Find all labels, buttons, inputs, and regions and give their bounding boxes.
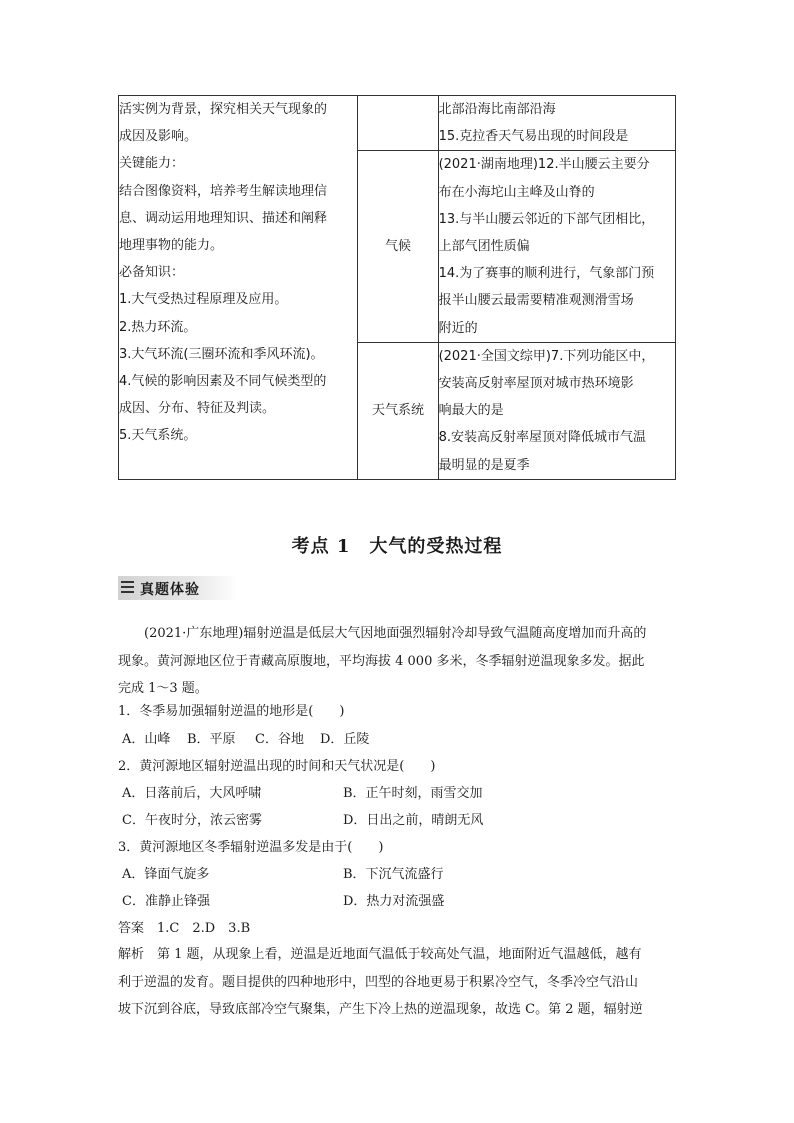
question-line: 北部沿海比南部沿海 [438, 102, 556, 117]
requirements-cell [119, 96, 358, 480]
knowledge-table [118, 95, 676, 480]
question-stem: 1．冬季易加强辐射逆温的地形是( ) [118, 704, 345, 719]
question-line: (2021·湖南地理)12.半山腰云主要分 [438, 157, 650, 173]
option-b: B．正午时刻，雨雪交加 [343, 786, 483, 801]
analysis-line: 利于逆温的发育。题目提供的四种地形中，凹型的谷地更易于积累冷空气，冬季冷空气沿山 [118, 974, 639, 990]
requirement-line: 3.大气环流(三圈环流和季风环流)。 [119, 346, 324, 362]
question-line: 布在小海坨山主峰及山脊的 [438, 184, 595, 200]
analysis-paragraph [118, 941, 676, 1024]
option-d: D．热力对流强盛 [343, 894, 445, 909]
option-c: C．午夜时分，浓云密雾 [122, 813, 262, 828]
question-line: 最明显的是夏季 [438, 457, 530, 473]
section-banner [118, 576, 238, 600]
question-line: 8.安装高反射率屋顶对降低城市气温 [438, 430, 646, 446]
banner-label: 真题体验 [140, 582, 200, 598]
option-a: A．山峰 [122, 732, 171, 747]
requirement-line: 成因及影响。 [119, 129, 198, 145]
option-d: D．日出之前，晴朗无风 [343, 813, 484, 828]
question-stem: 2．黄河源地区辐射逆温出现的时间和天气状况是( ) [118, 759, 436, 774]
list-icon [121, 581, 134, 594]
option-b: B．平原 [187, 732, 236, 747]
intro-paragraph [118, 620, 676, 703]
requirement-line: 2.热力环流。 [119, 319, 197, 335]
question-line: 15.克拉香天气易出现的时间段是 [438, 129, 629, 145]
requirement-line: 必备知识： [119, 265, 185, 281]
option-a: A．锋面气旋多 [122, 867, 210, 882]
requirement-line: 4.气候的影响因素及不同气候类型的 [119, 374, 327, 390]
analysis-line: 解析 第 1 题，从现象上看，逆温是近地面气温低于较高处气温，地面附近气温越低，越有 [118, 947, 642, 962]
topic-label: 气候 [384, 238, 411, 254]
question-line: 安装高反射率屋顶对城市热环境影 [438, 376, 634, 392]
topic-cell [358, 96, 438, 151]
question-line: 13.与半山腰云邻近的下部气团相比， [438, 211, 655, 227]
option-a: A．日落前后，大风呼啸 [122, 786, 262, 801]
question-stem: 3．黄河源地区冬季辐射逆温多发是由于( ) [118, 840, 384, 855]
topic-label: 天气系统 [371, 402, 424, 418]
question-line: 响最大的是 [438, 403, 504, 419]
question-line: (2021·全国文综甲)7.下列功能区中， [438, 348, 655, 364]
question-line: 报半山腰云最需要精准观测滑雪场 [438, 293, 634, 309]
questions-cell [438, 96, 675, 151]
intro-line: (2021·广东地理)辐射逆温是低层大气因地面强烈辐射冷却导致气温随高度增加而升高的 [144, 626, 647, 641]
requirement-line: 5.天气系统。 [119, 428, 197, 444]
option-d: D．丘陵 [320, 732, 370, 747]
requirement-line: 1.大气受热过程原理及应用。 [119, 292, 288, 308]
requirement-line: 结合图像资料，培养考生解读地理信 [119, 183, 328, 199]
questions-cell [438, 342, 675, 479]
option-c: C．准静止锋强 [122, 894, 210, 909]
question-line: 附近的 [438, 320, 478, 336]
requirement-line: 息、调动运用地理知识、描述和阐释 [119, 210, 328, 226]
requirement-line: 关键能力： [119, 156, 185, 172]
option-c: C．谷地 [255, 732, 304, 747]
requirement-line: 地理事物的能力。 [119, 238, 224, 254]
topic-cell [358, 151, 438, 342]
topic-cell [358, 342, 438, 479]
intro-line: 完成 1～3 题。 [118, 681, 208, 696]
answer-line: 答案 1.C 2.D 3.B [118, 921, 251, 936]
intro-line: 现象。黄河源地区位于青藏高原腹地，平均海拔 4 000 多米，冬季辐射逆温现象多发。据此 [118, 653, 645, 669]
section-title: 考点 1 大气的受热过程 [291, 536, 503, 557]
table-row [119, 96, 676, 151]
option-b: B．下沉气流盛行 [343, 867, 444, 882]
question-line: 上部气团性质偏 [438, 239, 530, 255]
requirement-line: 活实例为背景，探究相关天气现象的 [119, 102, 328, 117]
questions-cell [438, 151, 675, 342]
requirement-line: 成因、分布、特征及判读。 [119, 401, 276, 417]
analysis-line: 坡下沉到谷底，导致底部冷空气聚集，产生下冷上热的逆温现象，故选 C。第 2 题，辐射逆 [118, 1002, 643, 1017]
question-line: 14.为了赛事的顺利进行，气象部门预 [438, 266, 655, 282]
